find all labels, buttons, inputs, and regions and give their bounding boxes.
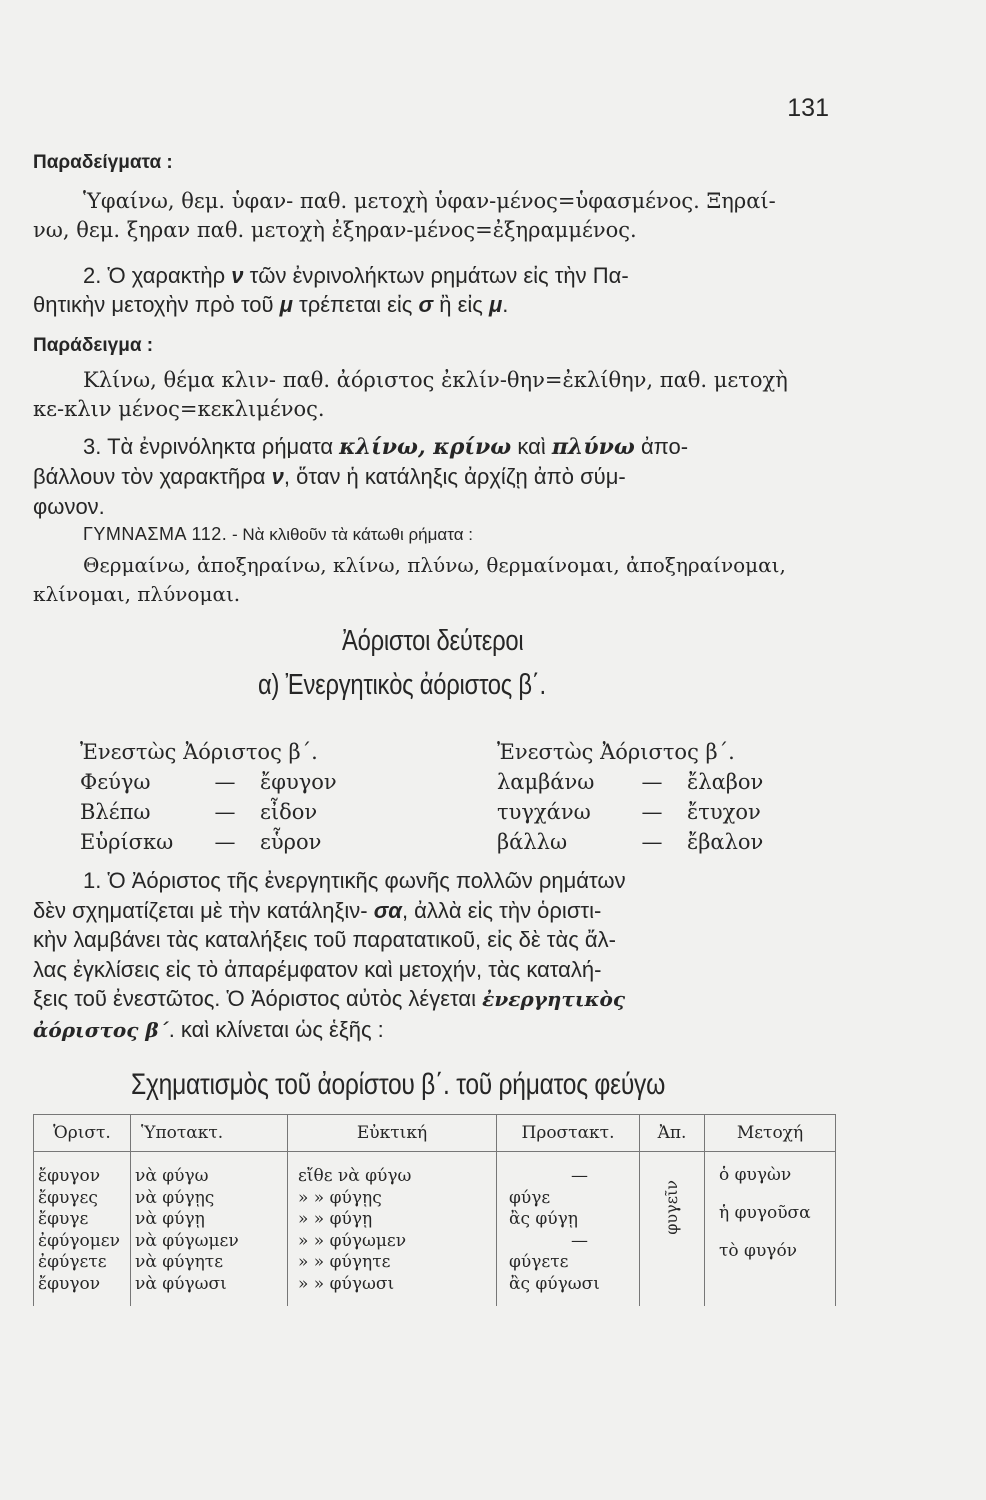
infinitive-column	[640, 1152, 705, 1307]
aorist-form: ἔβαλον	[687, 830, 764, 854]
present-form: Βλέπω	[80, 800, 151, 824]
verb-row	[80, 797, 400, 827]
form-cell: ἔφυγον	[38, 1166, 101, 1186]
form-cell: ὁ φυγὼν	[719, 1165, 792, 1185]
page-number: 131	[787, 94, 829, 122]
text-span: , ὅταν ἡ κατάληξις ἀρχίζῃ ἀπὸ σύμ-	[283, 464, 626, 489]
conjugation-table	[33, 1114, 836, 1306]
form-cell: ἂς φύγωσι	[509, 1273, 600, 1294]
exercise-line	[33, 520, 833, 550]
text-span: .	[502, 292, 509, 317]
text-span: 2. Ὁ χαρακτὴρ	[83, 263, 232, 288]
paragraph-1	[33, 187, 833, 245]
verb-list-right	[497, 737, 827, 857]
example-heading: Παράδειγμα :	[33, 335, 154, 356]
emphasis: ν	[271, 464, 284, 489]
emphasis: σ	[418, 292, 434, 317]
header-cell: Ἐνεστὼς	[497, 740, 594, 764]
emphasis: ν	[231, 263, 244, 288]
text-span: δὲν σχηματίζεται μὲ τὴν κατάληξιν-	[33, 897, 374, 923]
emphasis: μ	[279, 292, 293, 317]
paragraph-3-line: κε-κλιν μένος=κεκλιμένος.	[33, 397, 325, 421]
form-cell: νὰ φύγῃ	[135, 1209, 205, 1229]
form-cell: νὰ φύγητε	[135, 1252, 224, 1272]
form-cell: νὰ φύγωμεν	[135, 1230, 239, 1251]
text-span: τρέπεται εἰς	[292, 292, 419, 317]
form-cell: —	[571, 1166, 588, 1186]
dash: —	[641, 770, 663, 794]
dash: —	[214, 830, 236, 854]
dash: —	[641, 830, 663, 854]
verb-list-header	[497, 737, 827, 767]
table-title: Σχηματισμὸς τοῦ ἀορίστου β΄. τοῦ ρήματος φεύγω	[131, 1068, 666, 1101]
text-span: βάλλουν τὸν χαρακτῆρα	[33, 464, 272, 489]
form-cell: » » φύγωμεν	[298, 1230, 407, 1251]
form-cell: » » φύγῃ	[298, 1209, 373, 1229]
verb-row	[80, 827, 400, 857]
text-span: φωνον.	[33, 494, 105, 519]
emphasis: μ	[489, 292, 503, 317]
paragraph-1-line: νω, θεμ. ξηραν παθ. μετοχὴ ἐξηραν-μένος=ἐξηραμμένος.	[33, 218, 637, 242]
column-header: Ἀπ.	[640, 1115, 705, 1152]
form-cell: » » φύγωσι	[298, 1273, 395, 1294]
subsection-title: α) Ἐνεργητικὸς ἀόριστος β΄.	[258, 669, 546, 701]
participle-column	[705, 1152, 836, 1307]
form-cell: νὰ φύγω	[135, 1166, 209, 1186]
form-cell: εἴθε νὰ φύγω	[298, 1166, 412, 1186]
dash: —	[214, 770, 236, 794]
verb-row	[497, 767, 827, 797]
paragraph-6	[33, 866, 833, 1045]
aorist-form: ἔτυχον	[687, 800, 761, 824]
column-header: Εὐκτική	[288, 1115, 497, 1152]
form-cell: ἡ φυγοῦσα	[719, 1203, 811, 1223]
form-cell: ἔφυγε	[38, 1209, 89, 1229]
form-cell: » » φύγητε	[298, 1252, 391, 1272]
paragraph-1-line: Ὑφαίνω, θεμ. ὑφαν- παθ. μετοχὴ ὑφαν-μένος=ὑφασμένος. Ξηραί-	[83, 189, 776, 213]
aorist-form: ἔφυγον	[260, 770, 337, 794]
text-span: 1. Ὁ Ἀόριστος τῆς ἐνεργητικῆς φωνῆς πολλῶν ρημάτων	[83, 868, 626, 893]
text-span: καὶ	[511, 434, 552, 459]
column-header: Ὑποτακτ.	[131, 1115, 288, 1152]
paragraph-2	[33, 261, 833, 319]
exercise-label: ΓΥΜΝΑΣΜΑ 112.	[83, 524, 228, 544]
form-cell: ἔφυγον	[38, 1273, 101, 1294]
text-span: ἢ εἰς	[433, 292, 489, 317]
text-span: , ἀλλὰ εἰς τὴν ὁριστι-	[401, 897, 602, 923]
paragraph-5	[33, 551, 833, 609]
present-form: τυγχάνω	[497, 800, 591, 824]
form-cell: φύγετε	[509, 1252, 569, 1272]
examples-heading: Παραδείγματα :	[33, 152, 173, 173]
paragraph-4	[33, 432, 833, 522]
imperative-column	[497, 1152, 640, 1307]
text-span: θητικὴν μετοχὴν πρὸ τοῦ	[33, 292, 280, 317]
emphasis: ἐνεργητικὸς	[482, 987, 626, 1011]
text-span: . καὶ κλίνεται ὡς ἑξῆς :	[168, 1016, 384, 1042]
header-cell: Ἀόριστος β΄.	[183, 740, 318, 764]
text-span: ξεις τοῦ ἐνεστῶτος. Ὁ Ἀόριστος αὐτὸς λέγεται	[33, 986, 483, 1011]
paragraph-5-line: Θερμαίνω, ἀποξηραίνω, κλίνω, πλύνω, θερμαίνομαι, ἀποξηραίνομαι,	[83, 553, 786, 577]
form-cell: τὸ φυγόν	[719, 1241, 798, 1261]
infinitive-form: φυγεῖν	[662, 1180, 682, 1235]
text-span: τῶν ἐνρινολήκτων ρημάτων εἰς τὴν Πα-	[243, 263, 629, 288]
form-cell: ἐφύγομεν	[38, 1230, 120, 1251]
section-title: Ἀόριστοι δεύτεροι	[342, 625, 524, 657]
conjugation-body	[34, 1152, 836, 1307]
form-cell: ἐφύγετε	[38, 1252, 107, 1272]
text-span: ἀπο-	[634, 434, 689, 459]
aorist-form: εἶδον	[260, 800, 318, 824]
verb-row	[80, 767, 400, 797]
aorist-form: εὗρον	[260, 830, 322, 854]
verb-row	[497, 827, 827, 857]
verb-list-left	[80, 737, 400, 857]
form-cell: φύγε	[509, 1187, 551, 1208]
verb-list-header	[80, 737, 400, 767]
aorist-form: ἔλαβον	[687, 770, 764, 794]
form-cell: ἂς φύγῃ	[509, 1209, 578, 1229]
header-cell: Ἐνεστὼς	[80, 740, 177, 764]
present-form: Φεύγω	[80, 770, 151, 794]
form-cell: » » φύγῃς	[298, 1187, 382, 1208]
paragraph-3-line: Κλίνω, θέμα κλιν- παθ. ἀόριστος ἐκλίν-θην=ἐκλίθην, παθ. μετοχὴ	[83, 368, 788, 392]
indicative-column	[34, 1152, 131, 1307]
present-form: λαμβάνω	[497, 770, 595, 794]
dash: —	[641, 800, 663, 824]
paragraph-3	[33, 366, 833, 424]
text-span: κὴν λαμβάνει τὰς καταλήξεις τοῦ παρατατικοῦ, εἰς δὲ τὰς ἄλ-	[33, 927, 616, 952]
column-header: Προστακτ.	[497, 1115, 640, 1152]
emphasis: σα	[373, 897, 402, 923]
exercise-text: - Νὰ κλιθοῦν τὰ κάτωθι ρήματα :	[227, 525, 473, 544]
column-header: Ὁριστ.	[34, 1115, 131, 1152]
form-cell: νὰ φύγωσι	[135, 1273, 227, 1294]
header-cell: Ἀόριστος β΄.	[600, 740, 735, 764]
form-cell: νὰ φύγῃς	[135, 1187, 215, 1208]
present-form: Εὑρίσκω	[80, 830, 174, 854]
column-header: Μετοχή	[705, 1115, 836, 1152]
optative-column	[288, 1152, 497, 1307]
text-span: 3. Τὰ ἐνρινόληκτα ρήματα	[83, 434, 340, 459]
emphasis: κλίνω, κρίνω	[339, 434, 512, 460]
verb-row	[497, 797, 827, 827]
emphasis: ἀόριστος β΄	[33, 1017, 169, 1042]
paragraph-5-line: κλίνομαι, πλύνομαι.	[33, 582, 241, 606]
emphasis: πλύνω	[551, 434, 635, 460]
subjunctive-column	[131, 1152, 288, 1307]
present-form: βάλλω	[497, 830, 568, 854]
dash: —	[214, 800, 236, 824]
form-cell: —	[571, 1230, 588, 1251]
text-span: λας ἐγκλίσεις εἰς τὸ ἀπαρέμφατον καὶ μετοχήν, τὰς καταλή-	[33, 956, 602, 982]
form-cell: ἔφυγες	[38, 1187, 98, 1208]
